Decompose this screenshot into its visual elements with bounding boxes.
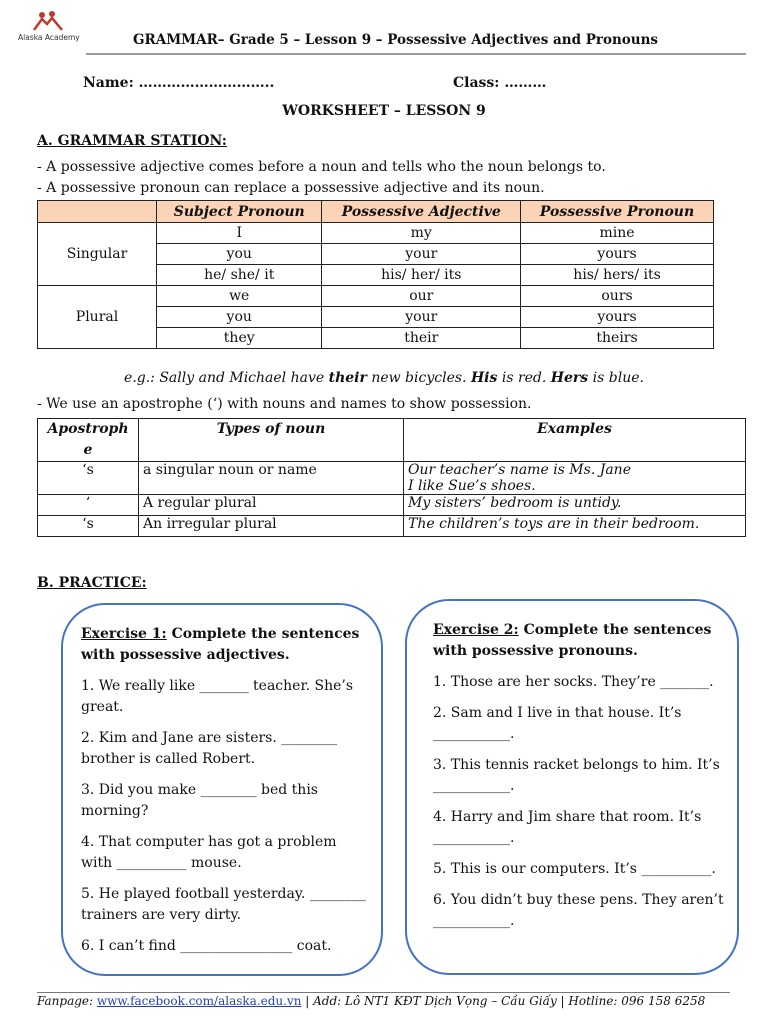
table-cell: yours bbox=[521, 244, 714, 265]
example-line: I like Sue’s shoes. bbox=[408, 478, 536, 494]
rule-line-2: - A possessive pronoun can replace a possessive adjective and its noun. bbox=[37, 180, 545, 196]
apostrophe-cell: ‘s bbox=[38, 516, 139, 537]
exercise-item: 5. He played football yesterday. ________ trainers are very dirty. bbox=[81, 886, 366, 923]
exercise-2-instruction: Complete the sentences with possessive pronouns. bbox=[433, 622, 712, 659]
section-a-title: A. GRAMMAR STATION: bbox=[37, 133, 227, 149]
table-cell: theirs bbox=[521, 328, 714, 349]
exercise-1-title bbox=[81, 624, 366, 666]
example-part: new bicycles. bbox=[366, 370, 471, 386]
table-row bbox=[38, 495, 746, 516]
table-cell: we bbox=[157, 286, 322, 307]
table-cell: ours bbox=[521, 286, 714, 307]
section-b-title: B. PRACTICE: bbox=[37, 575, 147, 591]
class-field: Class: ……… bbox=[453, 75, 547, 91]
example-sentence bbox=[0, 370, 768, 386]
apostrophe-table-header bbox=[38, 419, 746, 462]
rule-line-3: - We use an apostrophe (‘) with nouns and names to show possession. bbox=[37, 396, 532, 412]
header-title: GRAMMAR– Grade 5 – Lesson 9 – Possessive Adjectives and Pronouns bbox=[133, 32, 659, 48]
footer-divider bbox=[37, 992, 730, 993]
people-logo-icon bbox=[20, 10, 80, 34]
fanpage-link[interactable]: www.facebook.com/alaska.edu.vn bbox=[96, 994, 302, 1008]
table-cell: mine bbox=[521, 223, 714, 244]
exercise-item: 5. This is our computers. It’s __________. bbox=[433, 861, 716, 877]
table-cell: you bbox=[157, 307, 322, 328]
exercise-2-box bbox=[405, 599, 739, 975]
header-examples: Examples bbox=[404, 419, 746, 462]
name-field: Name: ……………………….. bbox=[83, 75, 275, 91]
exercise-1-box bbox=[61, 603, 383, 976]
example-bold: His bbox=[470, 370, 498, 386]
table-row bbox=[38, 286, 714, 307]
noun-type-cell: An irregular plural bbox=[139, 516, 404, 537]
exercise-item: 4. Harry and Jim share that room. It’s ___________. bbox=[433, 809, 702, 846]
table-cell: my bbox=[322, 223, 521, 244]
table-cell: your bbox=[322, 307, 521, 328]
exercise-item: 1. We really like _______ teacher. She’s great. bbox=[81, 678, 354, 715]
fanpage-label: Fanpage: bbox=[37, 994, 97, 1008]
group-label-singular: Singular bbox=[38, 223, 157, 286]
example-bold: their bbox=[328, 370, 367, 386]
table-cell: our bbox=[322, 286, 521, 307]
noun-type-cell: a singular noun or name bbox=[139, 462, 404, 495]
exercise-1-instruction: Complete the sentences with possessive adjectives. bbox=[81, 626, 360, 663]
exercise-item: 2. Sam and I live in that house. It’s ___________. bbox=[433, 705, 682, 742]
apostrophe-cell: ‘ bbox=[38, 495, 139, 516]
header-possessive-pronoun: Possessive Pronoun bbox=[521, 201, 714, 223]
example-cell: My sisters’ bedroom is untidy. bbox=[404, 495, 746, 516]
pronoun-table bbox=[37, 200, 714, 349]
example-cell bbox=[404, 462, 746, 495]
exercise-item: 4. That computer has got a problem with __________ mouse. bbox=[81, 834, 337, 871]
table-cell: he/ she/ it bbox=[157, 265, 322, 286]
exercise-item: 3. This tennis racket belongs to him. It’s ___________. bbox=[433, 757, 720, 794]
table-cell: I bbox=[157, 223, 322, 244]
apostrophe-cell: ‘s bbox=[38, 462, 139, 495]
table-row bbox=[38, 516, 746, 537]
example-bold: Hers bbox=[550, 370, 589, 386]
exercise-item: 3. Did you make ________ bed this morning? bbox=[81, 782, 318, 819]
table-row bbox=[38, 462, 746, 495]
exercise-item: 1. Those are her socks. They’re _______. bbox=[433, 674, 714, 690]
group-label-plural: Plural bbox=[38, 286, 157, 349]
worksheet-title: WORKSHEET – LESSON 9 bbox=[282, 103, 486, 119]
table-cell: your bbox=[322, 244, 521, 265]
example-cell: The children’s toys are in their bedroom. bbox=[404, 516, 746, 537]
header-types-of-noun: Types of noun bbox=[139, 419, 404, 462]
exercise-2-label: Exercise 2: bbox=[433, 622, 519, 638]
footer bbox=[37, 994, 705, 1008]
table-cell: they bbox=[157, 328, 322, 349]
example-part: is red. bbox=[497, 370, 551, 386]
exercise-1-label: Exercise 1: bbox=[81, 626, 167, 642]
header-subject-pronoun: Subject Pronoun bbox=[157, 201, 322, 223]
logo-text: Alaska Academy bbox=[18, 33, 80, 42]
exercise-2-title bbox=[433, 620, 729, 662]
example-part: e.g.: Sally and Michael have bbox=[124, 370, 329, 386]
table-cell: their bbox=[322, 328, 521, 349]
exercise-item: 6. You didn’t buy these pens. They aren’t ___________. bbox=[433, 892, 724, 929]
table-cell: you bbox=[157, 244, 322, 265]
rule-line-1: - A possessive adjective comes before a noun and tells who the noun belongs to. bbox=[37, 159, 606, 175]
header-blank bbox=[38, 201, 157, 223]
table-cell: his/ hers/ its bbox=[521, 265, 714, 286]
exercise-item: 2. Kim and Jane are sisters. ________ brother is called Robert. bbox=[81, 730, 338, 767]
noun-type-cell: A regular plural bbox=[139, 495, 404, 516]
example-part: is blue. bbox=[588, 370, 644, 386]
header-possessive-adjective: Possessive Adjective bbox=[322, 201, 521, 223]
pronoun-table-header bbox=[38, 201, 714, 223]
header-apostrophe: Apostroph e bbox=[38, 419, 139, 462]
table-cell: yours bbox=[521, 307, 714, 328]
exercise-item: 6. I can’t find ________________ coat. bbox=[81, 938, 332, 954]
header-divider bbox=[86, 53, 746, 55]
apostrophe-table bbox=[37, 418, 746, 537]
table-cell: his/ her/ its bbox=[322, 265, 521, 286]
example-line: Our teacher’s name is Ms. Jane bbox=[408, 462, 631, 478]
table-row bbox=[38, 223, 714, 244]
footer-address: | Add: Lô NT1 KĐT Dịch Vọng – Cầu Giấy | Hotline: 096 158 6258 bbox=[301, 994, 706, 1008]
